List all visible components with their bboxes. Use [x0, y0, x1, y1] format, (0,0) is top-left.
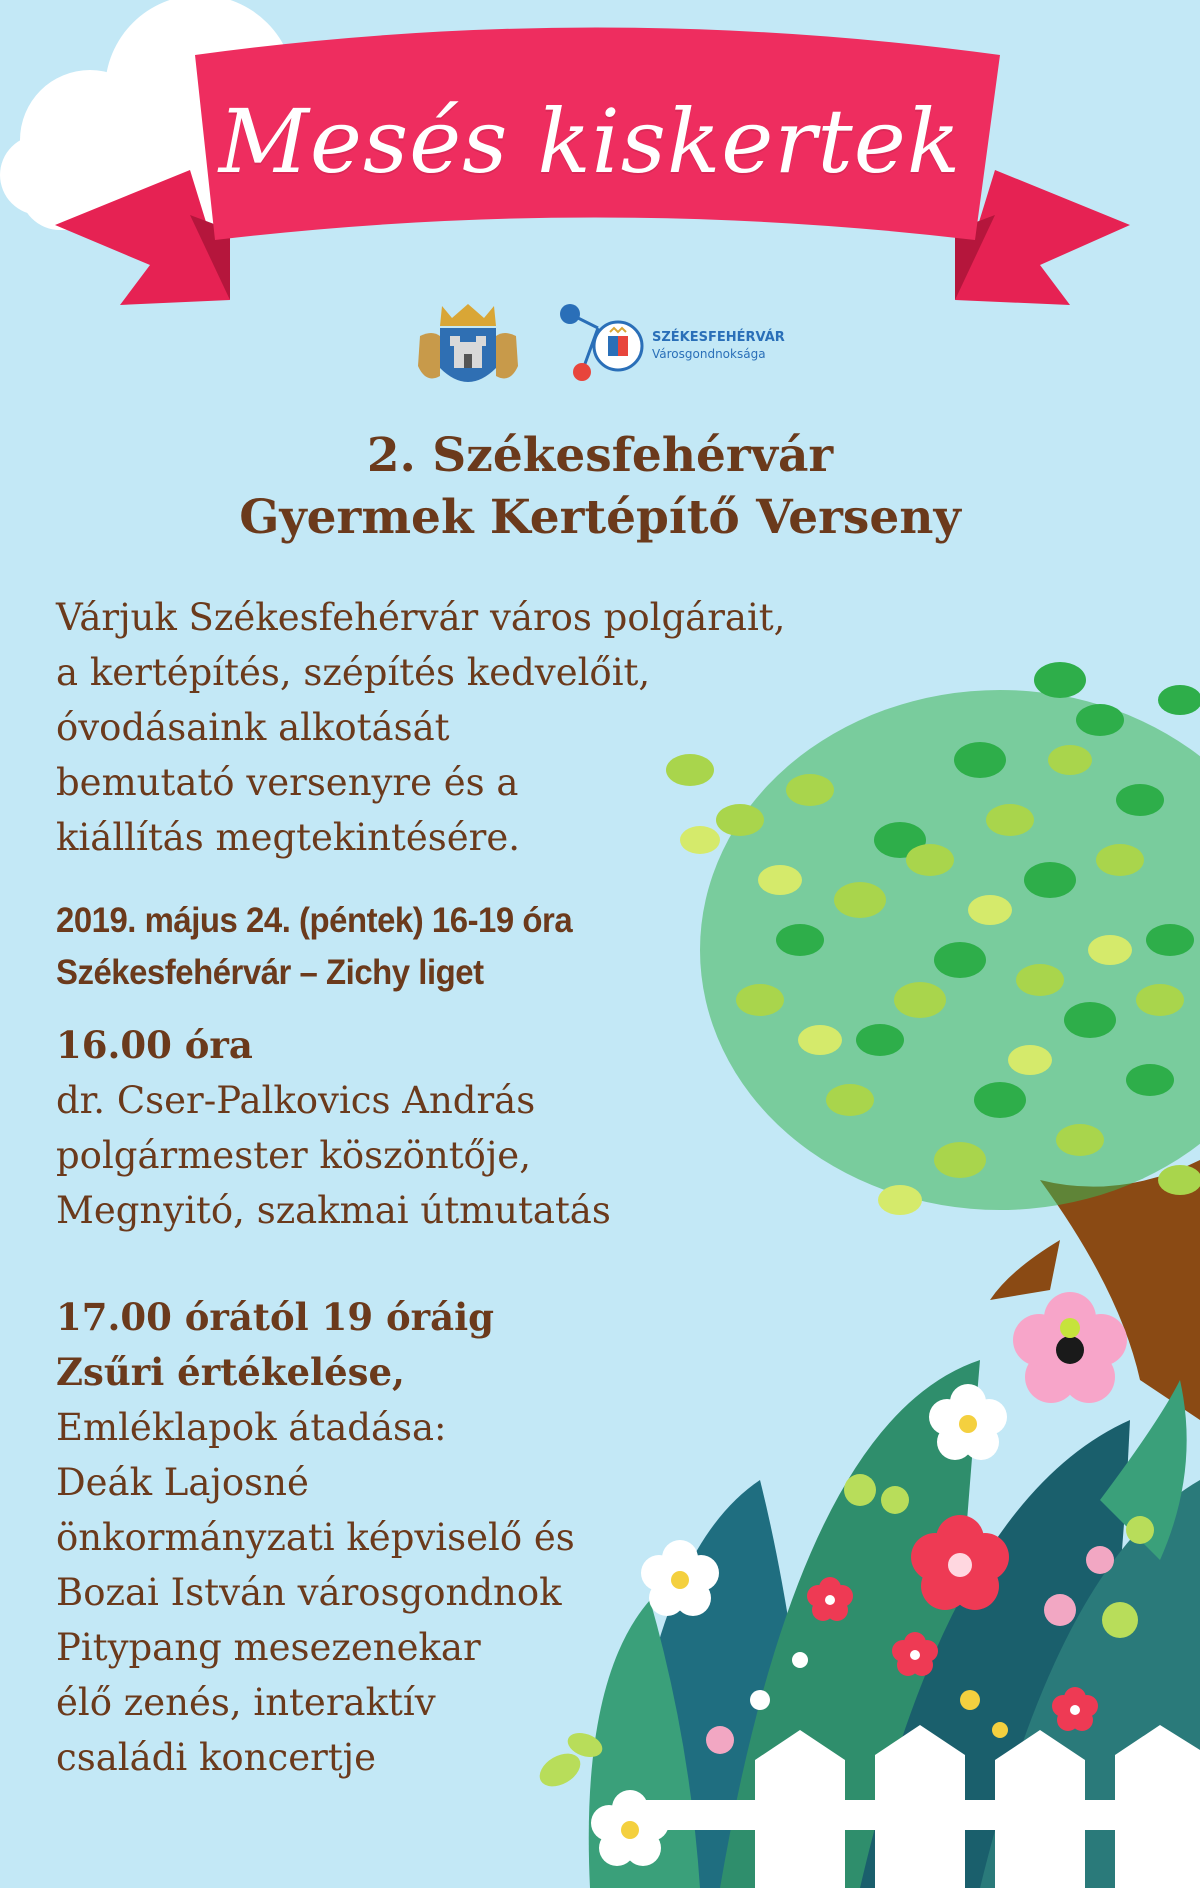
intro-line: Várjuk Székesfehérvár város polgárait,	[56, 596, 786, 639]
event-location: Székesfehérvár – Zichy liget	[56, 953, 484, 992]
intro-line: a kertépítés, szépítés kedvelőit,	[56, 651, 651, 694]
program-line: Pitypang mesezenekar	[56, 1626, 481, 1669]
program-line: polgármester köszöntője,	[56, 1134, 531, 1177]
title-line-2: Gyermek Kertépítő Verseny	[239, 490, 961, 545]
program-judging	[56, 1290, 575, 1785]
szekesfehervar-crest-icon	[412, 296, 524, 400]
pink-flower-icon	[1013, 1292, 1127, 1403]
title-line-1: 2. Székesfehérvár	[366, 428, 834, 483]
program-line: családi koncertje	[56, 1736, 377, 1779]
program-line: dr. Cser-Palkovics András	[56, 1079, 536, 1122]
event-datetime: 2019. május 24. (péntek) 16-19 óra	[56, 901, 573, 940]
banner-title: Mesés kiskertek	[218, 90, 962, 193]
intro-line: bemutató versenyre és a	[56, 761, 519, 804]
program-line: Megnyitó, szakmai útmutatás	[56, 1189, 611, 1232]
intro-paragraph	[56, 590, 785, 865]
program-time: 17.00 órától 19 óráig	[56, 1295, 495, 1339]
intro-line: kiállítás megtekintésére.	[56, 816, 520, 859]
varosgondnoksaga-logo-icon	[556, 300, 648, 390]
program-time: 16.00 óra	[56, 1023, 253, 1067]
intro-line: óvodásaink alkotását	[56, 706, 450, 749]
event-details	[56, 895, 572, 999]
program-opening	[56, 1018, 611, 1238]
org-subtitle: Városgondnoksága	[652, 347, 766, 361]
program-line: Bozai István városgondnok	[56, 1571, 562, 1614]
program-line: élő zenés, interaktív	[56, 1681, 436, 1724]
program-line: Emléklapok átadása:	[56, 1406, 447, 1449]
page-title	[0, 425, 1200, 549]
program-subtitle: Zsűri értékelése,	[56, 1350, 405, 1394]
org-name: SZÉKESFEHÉRVÁR	[652, 330, 785, 345]
program-line: önkormányzati képviselő és	[56, 1516, 575, 1559]
program-line: Deák Lajosné	[56, 1461, 309, 1504]
